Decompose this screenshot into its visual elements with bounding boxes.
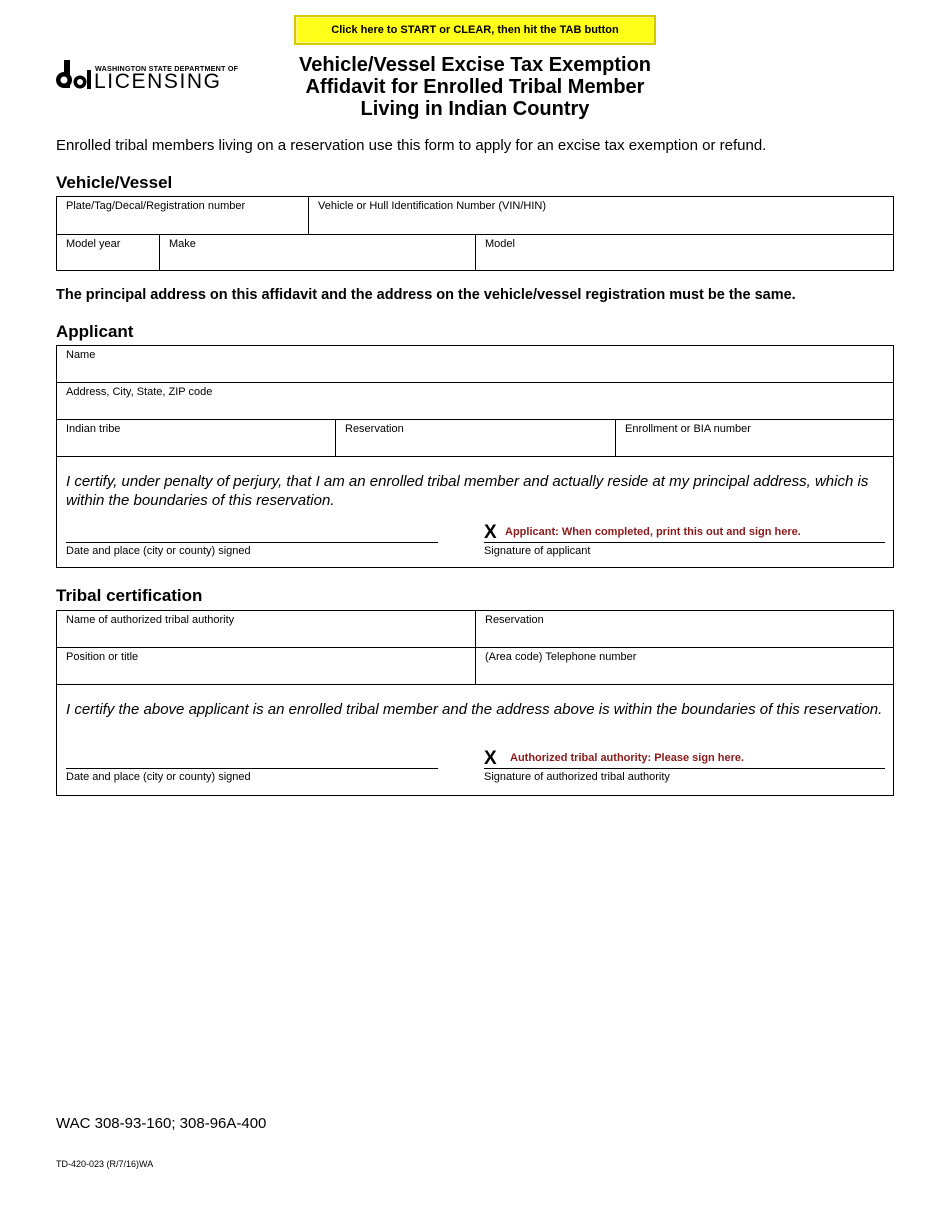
indian-tribe-field[interactable] (57, 420, 336, 456)
applicant-certification (57, 457, 893, 567)
telephone-field[interactable] (476, 648, 893, 684)
telephone-label: (Area code) Telephone number (485, 651, 637, 663)
tribal-section-heading: Tribal certification (56, 586, 203, 605)
tribal-authority-name-field[interactable] (57, 611, 476, 647)
tribal-reservation-label: Reservation (485, 614, 544, 626)
applicant-address-label: Address, City, State, ZIP code (66, 386, 213, 398)
applicant-sign-here-text: Applicant: When completed, print this out and sign here. (505, 526, 801, 538)
position-title-field[interactable] (57, 648, 476, 684)
enrollment-number-field[interactable] (616, 420, 893, 456)
form-title-line-3: Living in Indian Country (360, 98, 590, 120)
make-field[interactable] (160, 235, 476, 270)
model-field[interactable] (476, 235, 893, 270)
tribal-date-line[interactable] (66, 768, 438, 769)
applicant-address-field[interactable] (57, 383, 893, 419)
form-number: TD-420-023 (R/7/16)WA (56, 1159, 154, 1169)
logo-licensing-text: LICENSING (94, 70, 222, 93)
vin-field[interactable] (309, 197, 893, 234)
wac-reference: WAC 308-93-160; 308-96A-400 (56, 1115, 267, 1132)
logo-department-text: WASHINGTON STATE DEPARTMENT OF (95, 64, 239, 73)
applicant-signature-label: Signature of applicant (484, 545, 591, 557)
dol-logo-mark-icon (56, 58, 92, 92)
tribal-certification (57, 685, 893, 795)
make-label: Make (169, 238, 196, 250)
applicant-x-mark-icon: X (484, 522, 497, 543)
model-label: Model (485, 238, 515, 250)
tribal-sign-here-text: Authorized tribal authority: Please sign here. (510, 752, 745, 764)
plate-field[interactable] (57, 197, 309, 234)
form-title-line-1: Vehicle/Vessel Excise Tax Exemption (298, 54, 652, 76)
vehicle-section (56, 196, 894, 271)
intro-text: Enrolled tribal members living on a reservation use this form to apply for an excise tax exemption or refund. (56, 137, 767, 154)
indian-tribe-label: Indian tribe (66, 423, 121, 435)
tribal-x-mark-icon: X (484, 748, 497, 769)
applicant-certify-text: I certify, under penalty of perjury, that I am an enrolled tribal member and actually reside at my principal address, which is within the boundaries of this reservation. (66, 473, 869, 509)
form-title (250, 54, 700, 120)
applicant-name-label: Name (66, 349, 96, 361)
tribal-certify-text: I certify the above applicant is an enrolled tribal member and the address above is within the boundaries of this reservation. (66, 701, 883, 718)
start-clear-button[interactable]: Click here to START or CLEAR, then hit the TAB button (294, 15, 656, 45)
applicant-reservation-field[interactable] (336, 420, 616, 456)
tribal-reservation-field[interactable] (476, 611, 893, 647)
dol-logo (56, 58, 239, 94)
applicant-name-field[interactable] (57, 346, 893, 382)
position-title-label: Position or title (66, 651, 139, 663)
applicant-reservation-label: Reservation (345, 423, 404, 435)
vehicle-section-heading: Vehicle/Vessel (56, 173, 173, 192)
model-year-field[interactable] (57, 235, 160, 270)
applicant-section (56, 345, 894, 568)
tribal-authority-name-label: Name of authorized tribal authority (66, 614, 235, 626)
plate-label: Plate/Tag/Decal/Registration number (66, 200, 246, 212)
tribal-section (56, 610, 894, 796)
model-year-label: Model year (66, 238, 121, 250)
enrollment-number-label: Enrollment or BIA number (625, 423, 751, 435)
address-note: The principal address on this affidavit and the address on the vehicle/vessel registration must be the same. (56, 287, 796, 303)
applicant-signature-line[interactable] (484, 542, 885, 543)
form-title-line-2: Affidavit for Enrolled Tribal Member (305, 76, 645, 98)
vin-label: Vehicle or Hull Identification Number (VIN/HIN) (318, 200, 547, 212)
tribal-date-label: Date and place (city or county) signed (66, 771, 251, 783)
applicant-date-label: Date and place (city or county) signed (66, 545, 251, 557)
applicant-section-heading: Applicant (56, 322, 134, 341)
tribal-signature-label: Signature of authorized tribal authority (484, 771, 670, 783)
applicant-date-line[interactable] (66, 542, 438, 543)
tribal-signature-line[interactable] (484, 768, 885, 769)
